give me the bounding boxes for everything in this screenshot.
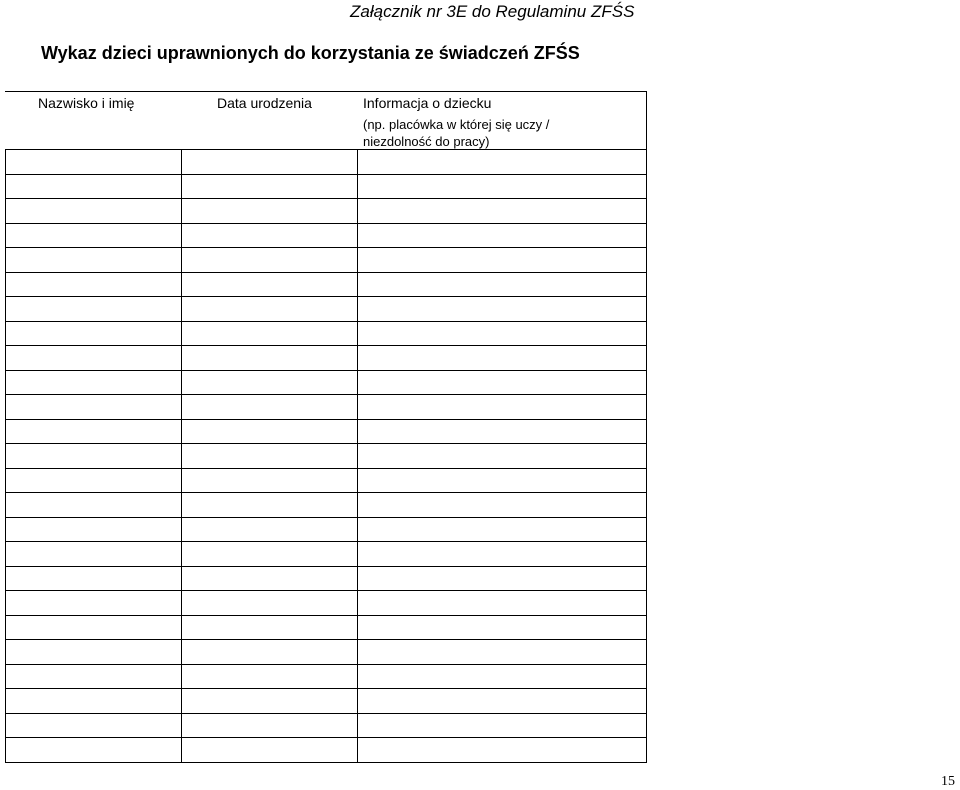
table-row-line (5, 223, 647, 224)
table-row-line (5, 639, 647, 640)
column-divider-1 (181, 149, 182, 762)
table-row-line (5, 419, 647, 420)
header-separator (5, 149, 647, 150)
column-header-child-info-note-2: niezdolność do pracy) (363, 134, 490, 149)
column-header-name: Nazwisko i imię (38, 95, 135, 111)
table-row-line (5, 517, 647, 518)
column-divider-2 (357, 149, 358, 762)
table-row-line (5, 664, 647, 665)
table-row-line (5, 321, 647, 322)
table-row-line (5, 198, 647, 199)
column-header-birth-date: Data urodzenia (217, 95, 312, 111)
column-header-child-info: Informacja o dziecku (363, 95, 492, 111)
table-row-line (5, 468, 647, 469)
annex-reference: Załącznik nr 3E do Regulaminu ZFŚS (350, 2, 635, 21)
table-row-line (5, 296, 647, 297)
table-row-line (5, 345, 647, 346)
table-left-border (5, 149, 6, 762)
table-row-line (5, 247, 647, 248)
table-row-line (5, 615, 647, 616)
table-top-border (5, 91, 647, 92)
page-number: 15 (941, 774, 955, 789)
table-row-line (5, 590, 647, 591)
children-list-table (5, 91, 647, 762)
table-row-line (5, 541, 647, 542)
table-row-line (5, 443, 647, 444)
table-right-border (646, 91, 647, 762)
column-header-child-info-note-1: (np. placówka w której się uczy / (363, 117, 550, 132)
table-row-line (5, 272, 647, 273)
table-row-line (5, 394, 647, 395)
table-row-line (5, 566, 647, 567)
table-row-line (5, 713, 647, 714)
table-row-line (5, 370, 647, 371)
table-row-line (5, 737, 647, 738)
document-title: Wykaz dzieci uprawnionych do korzystania ze świadczeń ZFŚS (41, 43, 580, 63)
table-row-line (5, 492, 647, 493)
table-row-line (5, 688, 647, 689)
table-row-line (5, 762, 647, 763)
table-row-line (5, 174, 647, 175)
